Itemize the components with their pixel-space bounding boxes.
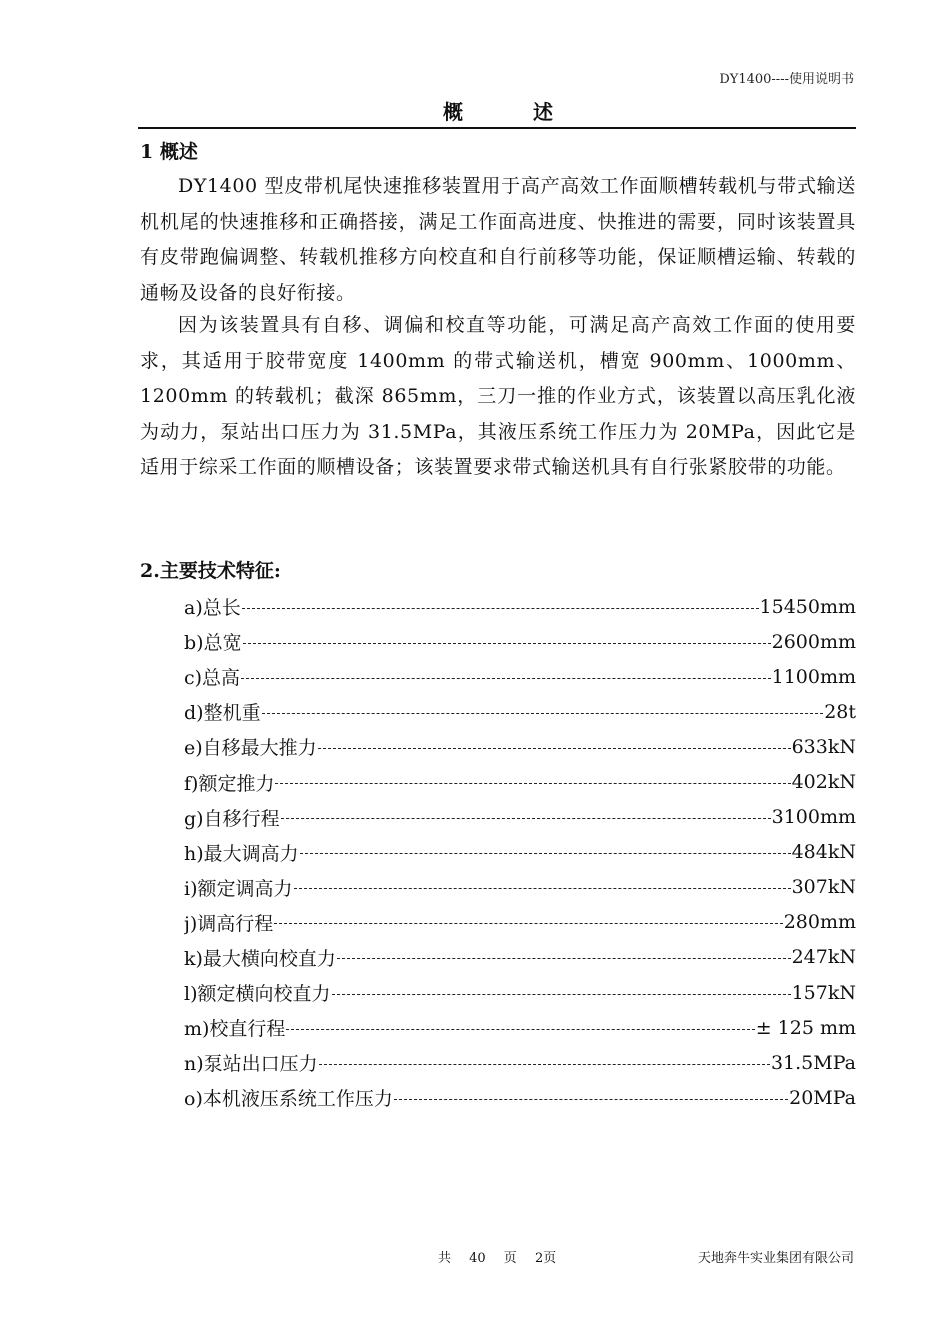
spec-leader bbox=[300, 853, 791, 854]
spec-label: e)自移最大推力 bbox=[184, 737, 317, 760]
spec-value: 1100mm bbox=[771, 665, 856, 688]
spec-leader bbox=[337, 958, 791, 959]
spec-value: 307kN bbox=[791, 876, 856, 899]
spec-label: i)额定调高力 bbox=[184, 877, 293, 900]
section-1-paragraph-1: DY1400 型皮带机尾快速推移装置用于高产高效工作面顺槽转载机与带式输送机机尾的快速推移和正确搭接，满足工作面高进度、快推进的需要，同时该装置具有皮带跑偏调整、转载机推移方向校直和自行前移等功能，保证顺槽运输、转载的通畅及设备的良好衔接。 bbox=[140, 175, 856, 304]
spec-label: b)总宽 bbox=[184, 632, 242, 655]
spec-row-straightening-stroke bbox=[184, 1010, 856, 1045]
spec-label: j)调高行程 bbox=[184, 912, 274, 935]
spec-row-total-width bbox=[184, 624, 856, 659]
spec-row-total-length bbox=[184, 589, 856, 624]
spec-value: 633kN bbox=[791, 735, 856, 758]
spec-value: 15450mm bbox=[759, 595, 856, 618]
spec-row-rated-lift-force bbox=[184, 870, 856, 905]
section-1-heading: 1 概述 bbox=[140, 141, 198, 163]
header-document-label: DY1400----使用说明书 bbox=[719, 72, 854, 87]
spec-row-max-self-move-thrust bbox=[184, 729, 856, 764]
spec-value: 402kN bbox=[791, 771, 856, 794]
spec-value: 28t bbox=[824, 700, 856, 723]
spec-row-max-lateral-straightening-force bbox=[184, 940, 856, 975]
spec-leader bbox=[318, 748, 791, 749]
section-1-paragraph-2: 因为该装置具有自移、调偏和校直等功能，可满足高产高效工作面的使用要求，其适用于胶带宽度 1400mm 的带式输送机，槽宽 900mm、1000mm、1200mm 的转载机；截深 865mm，三刀一推的作业方式，该装置以高压乳化液为动力，泵站出口压力为 31.5MPa，其液压系统工作压力为 20MPa，因此它是适用于综采工作面的顺槽设备；该装置要求带式输送机具有自行张紧胶带的功能。 bbox=[140, 314, 856, 478]
spec-value: 247kN bbox=[791, 946, 856, 969]
spec-label: f)额定推力 bbox=[184, 772, 275, 795]
spec-leader bbox=[319, 1064, 770, 1065]
spec-row-hydraulic-working-pressure bbox=[184, 1080, 856, 1115]
spec-leader bbox=[281, 818, 771, 819]
spec-value: 280mm bbox=[783, 911, 856, 934]
page-title: 概述 bbox=[443, 100, 623, 124]
spec-leader bbox=[243, 643, 771, 644]
spec-leader bbox=[294, 888, 791, 889]
spec-value: 3100mm bbox=[771, 806, 856, 829]
spec-label: l)额定横向校直力 bbox=[184, 983, 331, 1006]
spec-label: h)最大调高力 bbox=[184, 842, 299, 865]
spec-label: o)本机液压系统工作压力 bbox=[184, 1088, 393, 1111]
spec-leader bbox=[242, 608, 759, 609]
spec-value: 157kN bbox=[791, 981, 856, 1004]
spec-row-rated-thrust bbox=[184, 764, 856, 799]
spec-row-lift-stroke bbox=[184, 905, 856, 940]
title-underline bbox=[138, 127, 856, 129]
footer-page-info: 共 40 页 2页 bbox=[438, 1251, 557, 1266]
spec-row-machine-weight bbox=[184, 694, 856, 729]
section-2-heading: 2.主要技术特征: bbox=[140, 560, 281, 582]
spec-leader bbox=[286, 1029, 754, 1030]
spec-leader bbox=[394, 1099, 788, 1100]
spec-list bbox=[184, 589, 856, 1115]
spec-label: a)总长 bbox=[184, 597, 241, 620]
spec-value: 20MPa bbox=[789, 1086, 856, 1109]
spec-leader bbox=[332, 994, 791, 995]
spec-label: g)自移行程 bbox=[184, 807, 280, 830]
spec-value: 484kN bbox=[791, 841, 856, 864]
spec-leader bbox=[241, 678, 771, 679]
spec-label: c)总高 bbox=[184, 667, 241, 690]
spec-leader bbox=[262, 713, 824, 714]
spec-row-rated-lateral-straightening-force bbox=[184, 975, 856, 1010]
spec-value: 2600mm bbox=[771, 630, 856, 653]
spec-label: n)泵站出口压力 bbox=[184, 1053, 318, 1076]
spec-row-max-lift-force bbox=[184, 835, 856, 870]
spec-leader bbox=[274, 923, 782, 924]
footer-company-name: 天地奔牛实业集团有限公司 bbox=[697, 1251, 854, 1266]
spec-label: k)最大横向校直力 bbox=[184, 947, 336, 970]
spec-label: m)校直行程 bbox=[184, 1018, 286, 1041]
spec-row-total-height bbox=[184, 659, 856, 694]
spec-row-self-move-stroke bbox=[184, 800, 856, 835]
spec-row-pump-station-outlet-pressure bbox=[184, 1045, 856, 1080]
spec-leader bbox=[275, 783, 790, 784]
spec-value: ± 125 mm bbox=[755, 1016, 856, 1039]
spec-label: d)整机重 bbox=[184, 702, 261, 725]
spec-value: 31.5MPa bbox=[770, 1051, 856, 1074]
